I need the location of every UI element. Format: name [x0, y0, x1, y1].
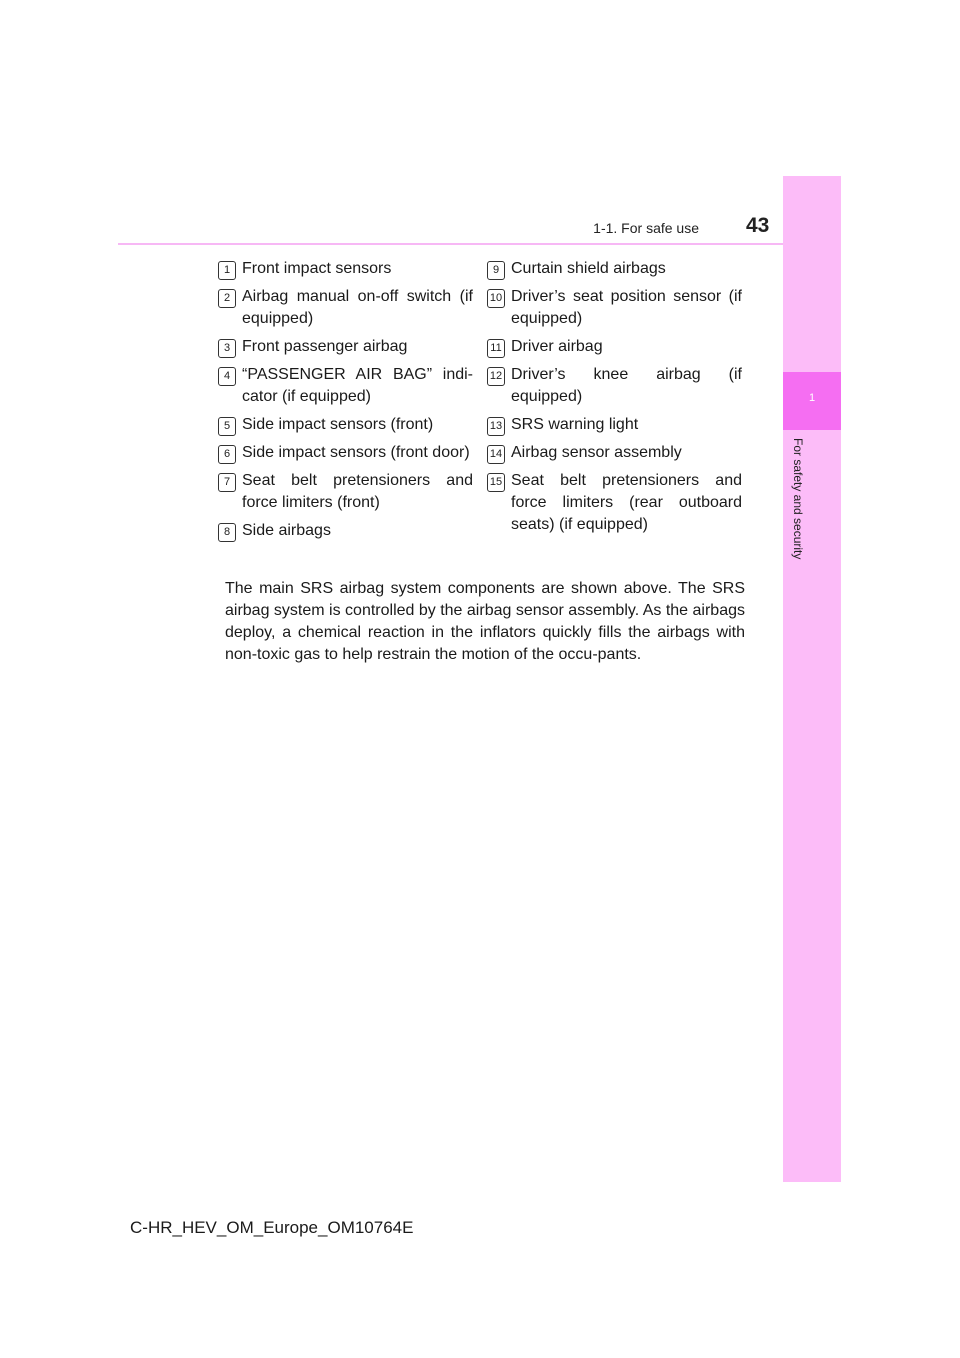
item-label: Side impact sensors (front): [242, 416, 434, 433]
item-label: Driver airbag: [511, 338, 603, 355]
item-label: Front impact sensors: [242, 260, 392, 277]
chapter-number: 1: [808, 392, 816, 404]
list-item: [485, 414, 742, 436]
list-item: [216, 364, 473, 408]
item-label: Driver’s knee airbag (if equipped): [511, 366, 742, 405]
list-item: [485, 442, 742, 464]
item-label: Seat belt pretensioners and force limiters (front): [242, 472, 473, 511]
section-title: 1-1. For safe use: [593, 220, 699, 236]
item-label: Side impact sensors (front door): [242, 444, 470, 461]
chapter-side-tab: [783, 176, 841, 1182]
item-label: SRS warning light: [511, 416, 639, 433]
page-number: 43: [746, 214, 770, 237]
list-item: [216, 470, 473, 514]
list-item: [485, 470, 742, 536]
item-label: Curtain shield airbags: [511, 260, 666, 277]
item-label: Seat belt pretensioners and force limiters (rear outboard seats) (if equipped): [511, 472, 742, 533]
item-number-badge: 9: [487, 261, 505, 280]
item-number-badge: 6: [218, 445, 236, 464]
item-number-badge: 5: [218, 417, 236, 436]
list-item: [216, 258, 473, 280]
item-number-badge: 4: [218, 367, 236, 386]
item-number-badge: 7: [218, 473, 236, 492]
item-label: Driver’s seat position sensor (if equipped): [511, 288, 742, 327]
item-label: “PASSENGER AIR BAG” indi-cator (if equipped): [242, 366, 473, 405]
list-item: [216, 520, 473, 542]
item-number-badge: 3: [218, 339, 236, 358]
footer-document-code: C-HR_HEV_OM_Europe_OM10764E: [130, 1218, 414, 1237]
list-item: [485, 364, 742, 408]
chapter-title: For safety and security: [791, 438, 805, 560]
item-label: Front passenger airbag: [242, 338, 408, 355]
item-number-badge: 13: [487, 417, 505, 436]
item-number-badge: 14: [487, 445, 505, 464]
list-item: [216, 286, 473, 330]
list-item: [485, 336, 742, 358]
list-item: [485, 286, 742, 330]
list-item: [216, 442, 473, 464]
item-label: Side airbags: [242, 522, 331, 539]
item-number-badge: 11: [487, 339, 505, 358]
header-divider: [118, 243, 841, 245]
components-list-left: [216, 258, 473, 548]
item-number-badge: 12: [487, 367, 505, 386]
item-number-badge: 8: [218, 523, 236, 542]
list-item: [485, 258, 742, 280]
components-list-right: [485, 258, 742, 542]
item-number-badge: 2: [218, 289, 236, 308]
item-number-badge: 10: [487, 289, 505, 308]
item-number-badge: 1: [218, 261, 236, 280]
list-item: [216, 336, 473, 358]
list-item: [216, 414, 473, 436]
body-paragraph: The main SRS airbag system components are shown above. The SRS airbag system is controlled by the airbag sensor assembly. As the airbags deploy, a chemical reaction in the inflators quickly fills the airbags with non-toxic gas to help restrain the motion of the occu-pants.: [225, 580, 745, 663]
item-number-badge: 15: [487, 473, 505, 492]
item-label: Airbag sensor assembly: [511, 444, 682, 461]
item-label: Airbag manual on-off switch (if equipped): [242, 288, 473, 327]
